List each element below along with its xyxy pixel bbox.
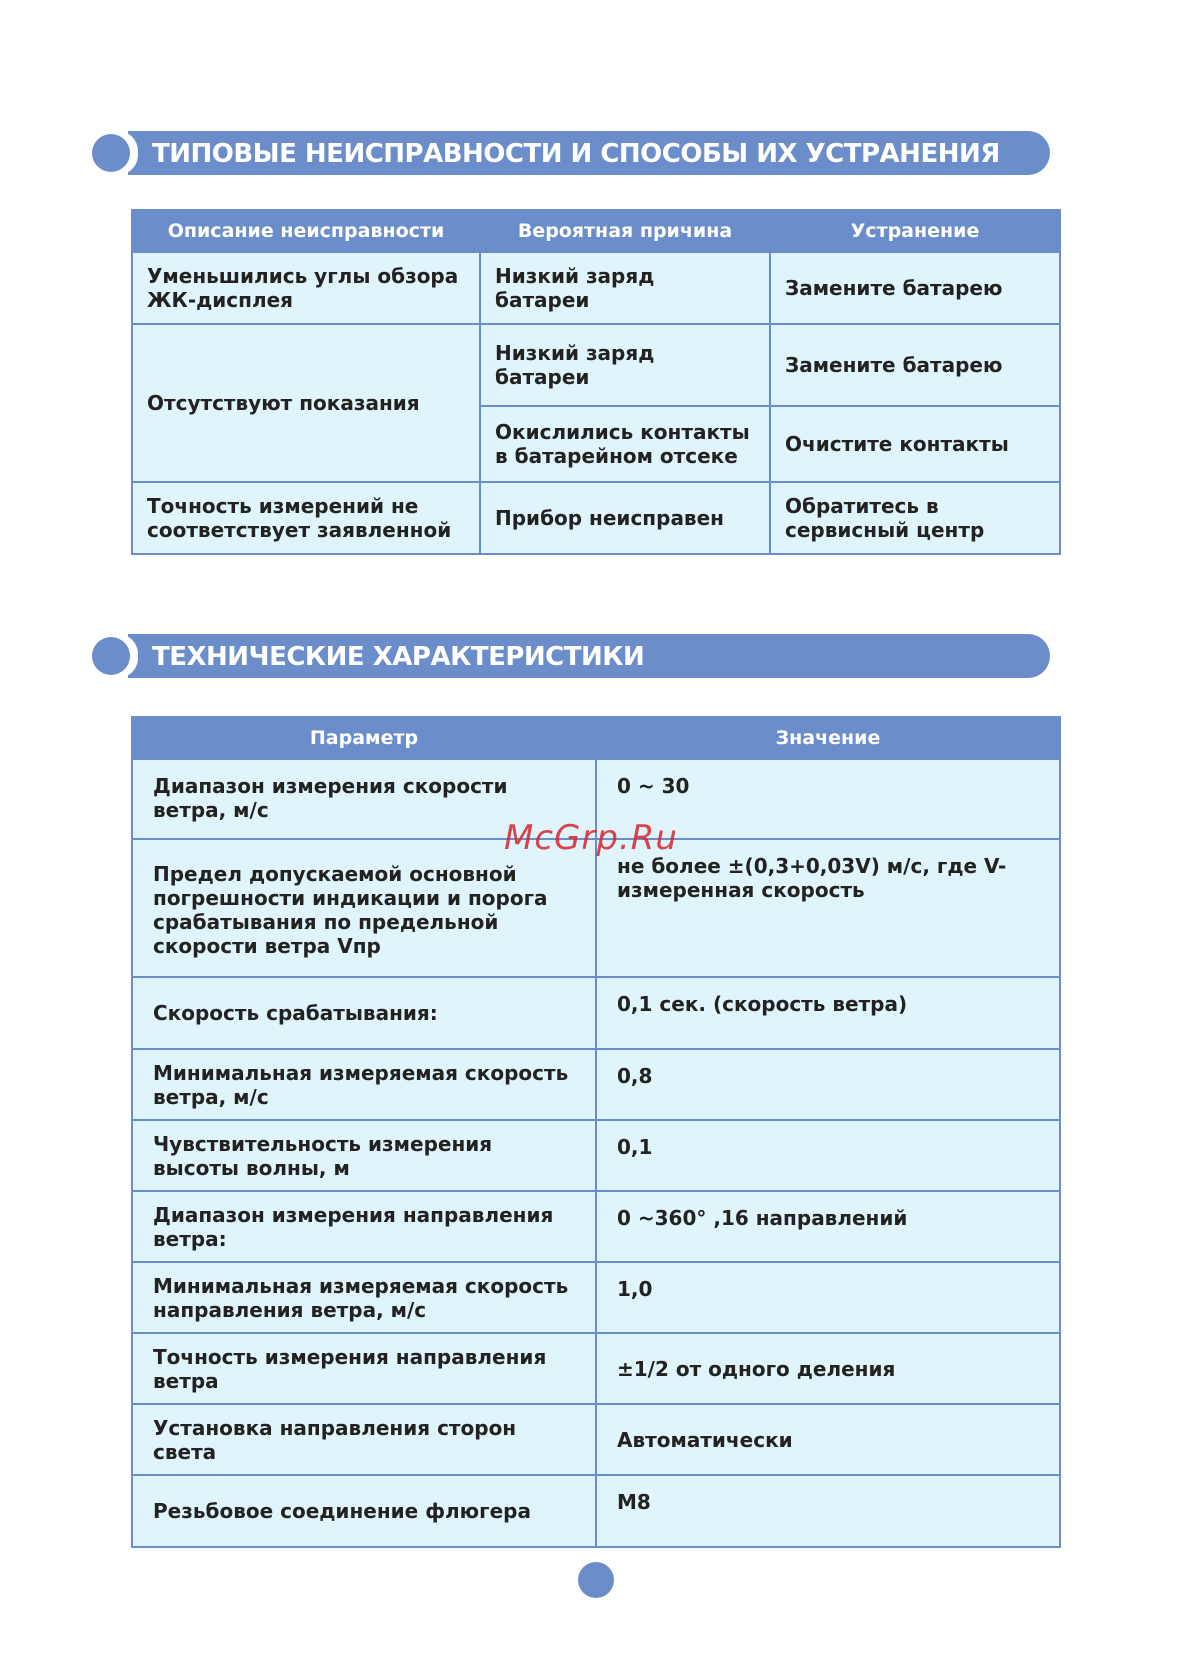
param-cell: Резьбовое соединение флюгера (132, 1475, 596, 1547)
table-row (132, 324, 1060, 406)
bullet-dot-icon (92, 134, 130, 172)
cause-cell: Низкий заряд батареи (480, 324, 770, 406)
column-header: Вероятная причина (480, 210, 770, 252)
bullet-dot-icon (92, 637, 130, 675)
description-cell: Точность измерений не соответствует заявленной (132, 482, 480, 554)
param-cell: Предел допускаемой основной погрешности индикации и порога срабатывания по предельной скорости ветра Vпр (132, 839, 596, 977)
table-header-row (132, 717, 1060, 759)
page-number-dot-icon (578, 1562, 614, 1598)
troubleshooting-table (131, 209, 1061, 555)
section-title: ТЕХНИЧЕСКИЕ ХАРАКТЕРИСТИКИ (152, 642, 645, 672)
table-row (132, 1120, 1060, 1191)
param-cell: Скорость срабатывания: (132, 977, 596, 1049)
table-row (132, 977, 1060, 1049)
description-cell: Уменьшились углы обзора ЖК-дисплея (132, 252, 480, 324)
value-cell: 0,8 (596, 1049, 1060, 1120)
table-row (132, 1191, 1060, 1262)
value-cell: 0,1 сек. (скорость ветра) (596, 977, 1060, 1049)
table-row (132, 482, 1060, 554)
fix-cell: Замените батарею (770, 324, 1060, 406)
value-cell: 0 ~ 30 (596, 759, 1060, 839)
section-banner-specs (92, 634, 1050, 678)
table-row (132, 839, 1060, 977)
value-cell: ±1/2 от одного деления (596, 1333, 1060, 1404)
table-header-row (132, 210, 1060, 252)
table-row (132, 252, 1060, 324)
cause-cell: Прибор неисправен (480, 482, 770, 554)
fix-cell: Обратитесь в сервисный центр (770, 482, 1060, 554)
watermark-text: McGrp.Ru (504, 818, 678, 858)
value-cell: Автоматически (596, 1404, 1060, 1475)
param-cell: Точность измерения направления ветра (132, 1333, 596, 1404)
column-header: Значение (596, 717, 1060, 759)
column-header: Описание неисправности (132, 210, 480, 252)
table-row (132, 1475, 1060, 1547)
param-cell: Чувствительность измерения высоты волны, м (132, 1120, 596, 1191)
table-row (132, 1262, 1060, 1333)
column-header: Параметр (132, 717, 596, 759)
value-cell: 1,0 (596, 1262, 1060, 1333)
cause-cell: Низкий заряд батареи (480, 252, 770, 324)
param-cell: Минимальная измеряемая скорость ветра, м/с (132, 1049, 596, 1120)
value-cell: 0 ~360° ,16 направлений (596, 1191, 1060, 1262)
table-row (132, 1049, 1060, 1120)
param-cell: Минимальная измеряемая скорость направления ветра, м/с (132, 1262, 596, 1333)
section-banner-troubleshooting (92, 131, 1050, 175)
table-row (132, 1404, 1060, 1475)
value-cell: 0,1 (596, 1120, 1060, 1191)
cause-cell: Окислились контакты в батарейном отсеке (480, 406, 770, 482)
description-cell: Отсутствуют показания (132, 324, 480, 482)
table-row (132, 1333, 1060, 1404)
fix-cell: Замените батарею (770, 252, 1060, 324)
value-cell: не более ±(0,3+0,03V) м/с, где V- измеренная скорость (596, 839, 1060, 977)
column-header: Устранение (770, 210, 1060, 252)
param-cell: Установка направления сторон света (132, 1404, 596, 1475)
fix-cell: Очистите контакты (770, 406, 1060, 482)
section-title: ТИПОВЫЕ НЕИСПРАВНОСТИ И СПОСОБЫ ИХ УСТРАНЕНИЯ (152, 139, 1000, 169)
param-cell: Диапазон измерения скорости ветра, м/с (132, 759, 596, 839)
value-cell: М8 (596, 1475, 1060, 1547)
param-cell: Диапазон измерения направления ветра: (132, 1191, 596, 1262)
